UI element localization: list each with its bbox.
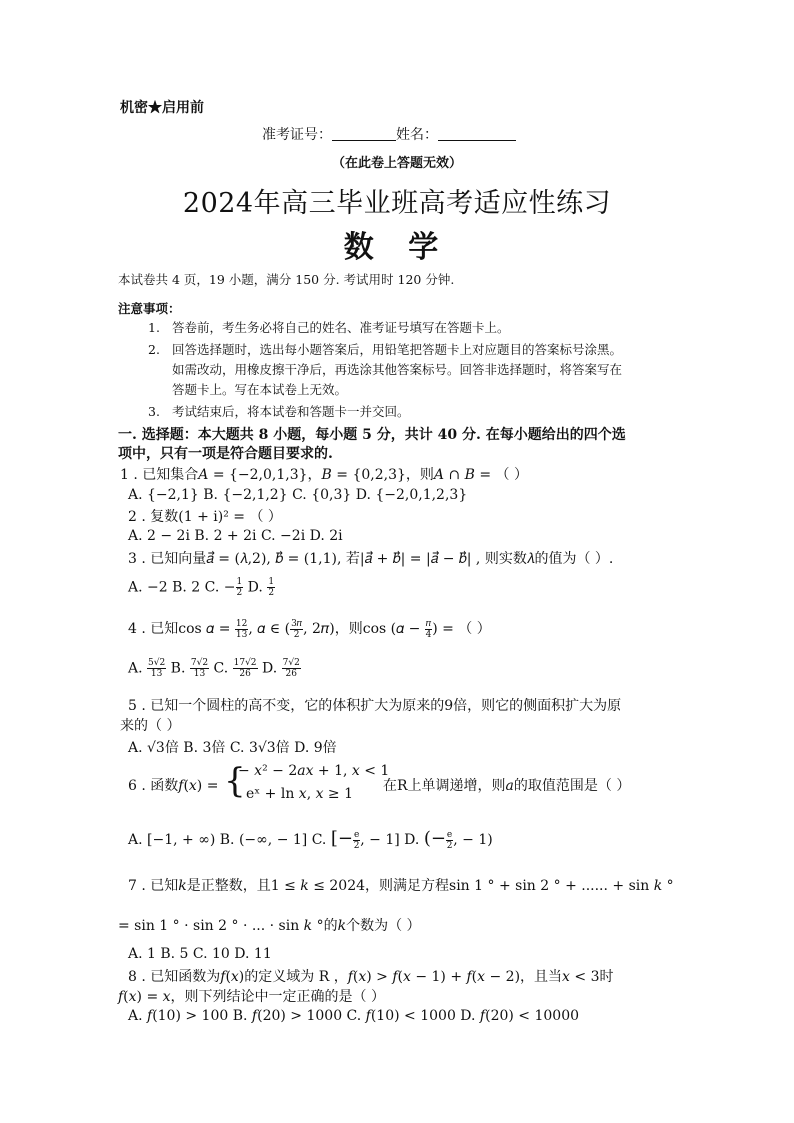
section-heading-cont: 项中，只有一项是符合题目要求的. [118,446,333,462]
notice-item: 如需改动，用橡皮擦干净后，再选涂其他答案标号。回答非选择题时，将答案写在 [172,362,623,377]
notice-heading: 注意事项： [118,301,181,316]
question-2-options: A. 2 − 2i B. 2 + 2i C. −2i D. 2i [128,528,343,544]
fraction: $\frac{1}{2}$ [236,577,243,598]
question-5-options: A. √3倍 B. 3倍 C. 3√3倍 D. 9倍 [128,740,337,756]
question-6-options: A. [−1, + ∞) B. (−∞, − 1] C. [− $\frac{e}{2}$ , − 1] D. (− $\frac{e}{2}$ , − 1) [128,828,493,851]
question-3-stem: 3 . 已知向量𝑎⃗ = (𝜆,2), 𝑏⃗ = (1,1), 若|𝑎⃗ + 𝑏⃗| = |𝑎⃗ − 𝑏⃗| , 则实数𝜆的值为（ ）. [128,551,614,567]
section-heading: 一. 选择题：本大题共 8 小题，每小题 5 分，共计 40 分. 在每小题给出的四个选 [118,427,626,443]
piecewise-brace: { [224,761,246,801]
piecewise-case-1: − 𝑥² − 2𝑎𝑥 + 1, 𝑥 < 1 [238,763,390,779]
fraction: $\frac{12}{13}$ [235,618,248,640]
notice-item: 2. 回答选择题时，选出每小题答案后，用铅笔把答题卡上对应题目的答案标号涂黑。 [148,342,623,357]
question-7-stem-cont: = sin 1 ° · sin 2 ° · ... · sin 𝑘 °的𝑘个数为（ ） [118,918,421,934]
piecewise-case-2: eˣ + ln 𝑥, 𝑥 ≥ 1 [246,786,354,802]
exam-id-line [262,124,516,144]
subject-title: 数 学 [343,230,451,265]
fraction: $\frac{1}{2}$ [268,577,275,598]
question-5-stem: 5 . 已知一个圆柱的高不变，它的体积扩大为原来的9倍，则它的侧面积扩大为原 [128,698,622,714]
question-4-options: A. $\frac{5√2}{13}$ B. $\frac{7√2}{13}$ C. $\frac{17√2}{26}$ D. $\frac{7√2}{26}$ [128,658,300,679]
name-blank [438,126,516,141]
question-8-stem-cont: 𝑓(𝑥) = 𝑥，则下列结论中一定正确的是（ ） [118,989,385,1005]
confidential-label: 机密★启用前 [120,100,204,116]
question-7-stem: 7 . 已知𝑘是正整数，且1 ≤ 𝑘 ≤ 2024，则满足方程sin 1 ° + sin 2 ° + ...... + sin 𝑘 ° [128,878,674,894]
notice-item: 答题卡上。写在本试卷上无效。 [172,382,348,397]
fraction: $\frac{\text{𝜋}}{4}$ [425,618,432,640]
question-2-stem: 2 . 复数(1 + i)² = （ ） [128,509,282,525]
fraction: $\frac{e}{2}$ [446,829,453,851]
notice-item: 1. 答卷前，考生务必将自己的姓名、准考证号填写在答题卡上。 [148,320,510,335]
question-3-options: A. −2 B. 2 C. − $\frac{1}{2}$ D. $\frac{1}{2}$ [128,577,275,598]
question-5-stem-cont: 来的（ ） [120,718,181,734]
question-1-options: A. {−2,1} B. {−2,1,2} C. {0,3} D. {−2,0,1,2,3} [128,487,468,503]
fraction: $\frac{17√2}{26}$ [233,658,257,679]
question-8-stem: 8 . 已知函数为𝑓(𝑥)的定义域为 R ，𝑓(𝑥) > 𝑓(𝑥 − 1) + 𝑓(𝑥 − 2)，且当𝑥 < 3时 [128,969,614,985]
question-1-stem: 1 . 已知集合𝐴 = {−2,0,1,3}，𝐵 = {0,2,3}，则𝐴 ∩ 𝐵 = （ ） [120,467,528,483]
fraction: $\frac{e}{2}$ [353,829,360,851]
name-label: 姓名： [396,127,438,143]
intro-text: 本试卷共 4 页，19 小题，满分 150 分. 考试用时 120 分钟. [118,272,455,287]
exam-title: 2024年高三毕业班高考适应性练习 [182,188,612,219]
notice-item: 3. 考试结束后，将本试卷和答题卡一并交回。 [148,404,410,419]
question-4-stem: 4 . 已知cos 𝛼 = $\frac{12}{13}$ , 𝛼 ∈ ( $\frac{\text{3𝜋}}{2}$ , 2𝜋)，则cos (𝛼 − $\frac{\text{𝜋}}{4}$ ) = （ ） [128,618,491,640]
invalid-note: （在此卷上答题无效） [331,156,462,171]
fraction: $\frac{\text{3𝜋}}{2}$ [291,618,303,640]
question-7-options: A. 1 B. 5 C. 10 D. 11 [128,946,272,962]
fraction: $\frac{7√2}{26}$ [282,658,300,679]
exam-id-blank [332,126,396,141]
question-8-options: A. 𝑓(10) > 100 B. 𝑓(20) > 1000 C. 𝑓(10) < 1000 D. 𝑓(20) < 10000 [128,1008,580,1024]
question-6-lead: 6 . 函数𝑓(𝑥) = [128,778,219,794]
fraction: $\frac{7√2}{13}$ [190,658,209,679]
question-6-stem: 在R上单调递增，则𝑎的取值范围是（ ） [383,778,631,794]
fraction: $\frac{5√2}{13}$ [148,658,166,679]
exam-id-label: 准考证号： [262,127,332,143]
